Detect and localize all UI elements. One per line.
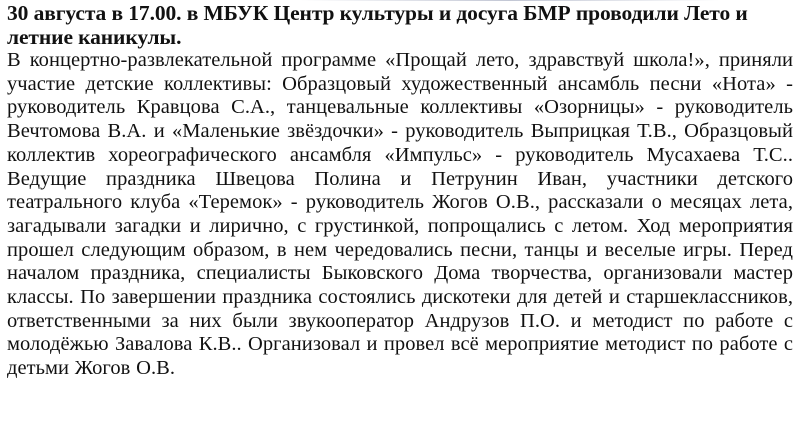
article-headline: 30 августа в 17.00. в МБУК Центр культуры и досуга БМР проводили Лето и летние каникулы. [7, 1, 748, 49]
article [7, 2, 793, 381]
article-body: В концертно-развлекательной программе «Прощай лето, здравствуй школа!», приняли участие детские коллективы: Образцовый художественный ансамбль песни «Нота» - руководитель Кравцова С.А., танцевальные коллективы «Озорницы» - руководитель Вечтомова В.А. и «Маленькие звёздочки» - руководитель Выприцкая Т.В., Образцовый коллектив хореографического ансамбля «Импульс» - руководитель Мусахаева Т.С.. Ведущие праздника Швецова Полина и Петрунин Иван, участники детского театрального клуба «Теремок» - руководитель Жогов О.В., рассказали о месяцах лета, загадывали загадки и лирично, с грустинкой, попрощались с летом. Ход мероприятия прошел следующим образом, в нем чередовались песни, танцы и веселые игры. Перед началом праздника, специалисты Быковского Дома творчества, организовали мастер классы. По завершении праздника состоялись дискотеки для детей и старшеклассников, ответственными за них были звукооператор Андрузов П.О. и методист по работе с молодёжью Завалова К.В.. Организовал и провел всё мероприятие методист по работе с детьми Жогов О.В. [7, 49, 793, 380]
